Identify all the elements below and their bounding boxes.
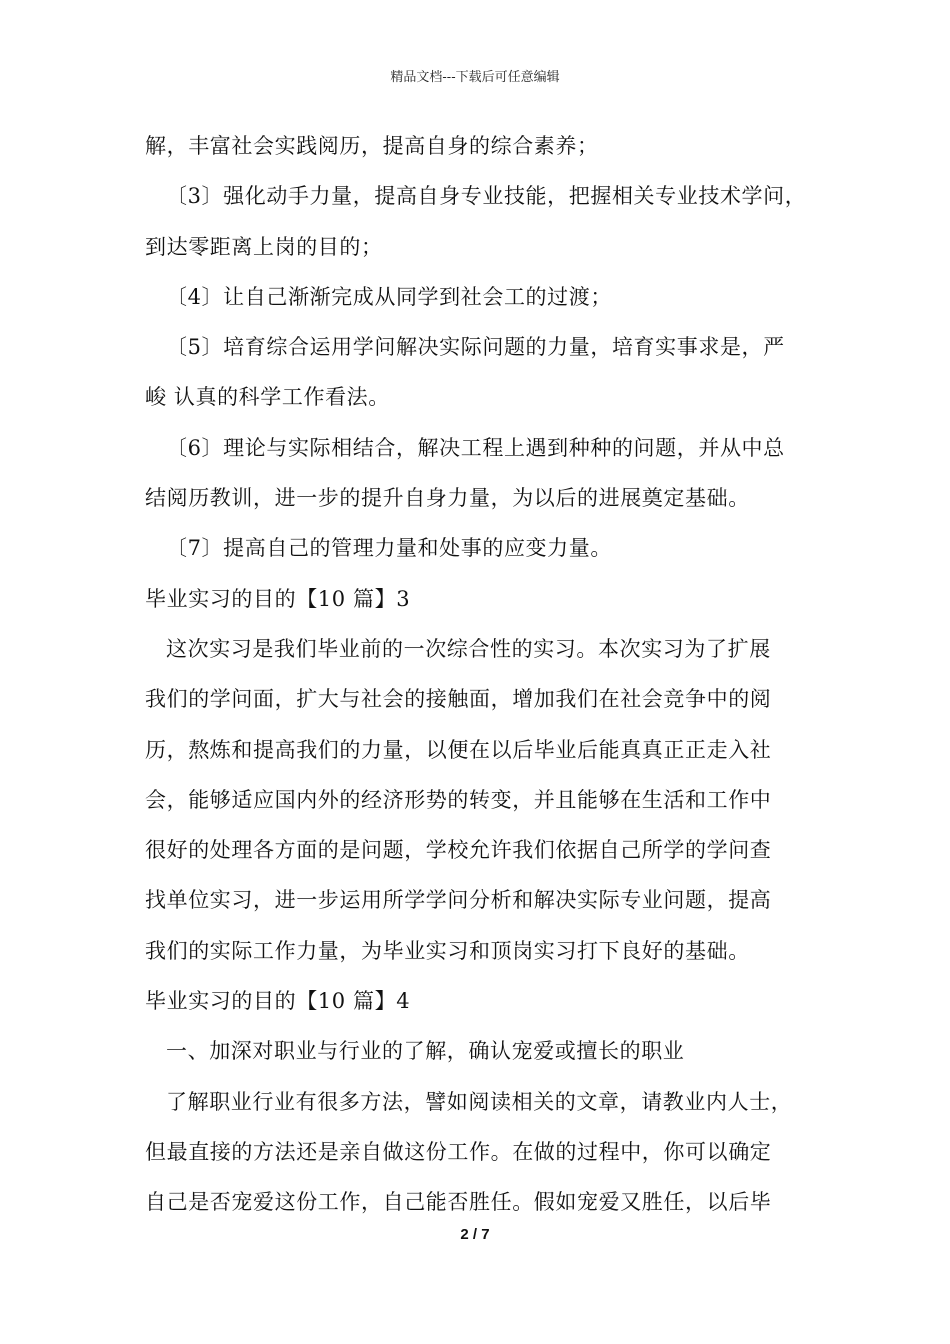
- text-line: 到达零距离上岗的目的；: [145, 234, 383, 259]
- text-line: 历，熬炼和提高我们的力量，以便在以后毕业后能真真正正走入社: [145, 737, 772, 762]
- list-item-7: 〔7〕提高自己的管理力量和处事的应变力量。: [166, 536, 612, 561]
- list-item-3: 〔3〕强化动手力量，提高自身专业技能，把握相关专业技术学问，: [166, 184, 807, 209]
- text-line: 我们的实际工作力量，为毕业实习和顶岗实习打下良好的基础。: [145, 938, 750, 963]
- section-heading-3: 毕业实习的目的【10 篇】3: [145, 586, 411, 611]
- section-heading-4: 毕业实习的目的【10 篇】4: [145, 989, 411, 1014]
- subheading: 一、加深对职业与行业的了解，确认宠爱或擅长的职业: [166, 1039, 685, 1064]
- list-item-4: 〔4〕让自己渐渐完成从同学到社会工的过渡；: [166, 284, 612, 309]
- text-line: 自己是否宠爱这份工作，自己能否胜任。假如宠爱又胜任，以后毕: [145, 1190, 772, 1215]
- document-body: [145, 127, 825, 1234]
- paragraph-start: 了解职业行业有很多方法，譬如阅读相关的文章，请教业内人士，: [166, 1089, 793, 1114]
- text-line: 很好的处理各方面的是问题，学校允许我们依据自己所学的学问查: [145, 838, 772, 863]
- text-line: 找单位实习，进一步运用所学学问分析和解决实际专业问题，提高: [145, 888, 772, 913]
- text-line: 我们的学问面，扩大与社会的接触面，增加我们在社会竞争中的阅: [145, 687, 772, 712]
- page-header: 精品文档---下载后可任意编辑: [390, 70, 560, 85]
- text-line: 但最直接的方法还是亲自做这份工作。在做的过程中，你可以确定: [145, 1139, 772, 1164]
- text-line: 结阅历教训，进一步的提升自身力量，为以后的进展奠定基础。: [145, 486, 750, 511]
- text-line: 峻 认真的科学工作看法。: [145, 385, 390, 410]
- list-item-6: 〔6〕理论与实际相结合，解决工程上遇到种种的问题，并从中总: [166, 435, 785, 460]
- text-line: 解，丰富社会实践阅历，提高自身的综合素养；: [145, 134, 599, 158]
- page-number: 2 / 7: [460, 1226, 490, 1243]
- list-item-5: 〔5〕培育综合运用学问解决实际问题的力量，培育实事求是，严: [166, 335, 785, 360]
- paragraph-start: 这次实习是我们毕业前的一次综合性的实习。本次实习为了扩展: [166, 636, 771, 661]
- text-line: 会，能够适应国内外的经济形势的转变，并且能够在生活和工作中: [145, 787, 772, 812]
